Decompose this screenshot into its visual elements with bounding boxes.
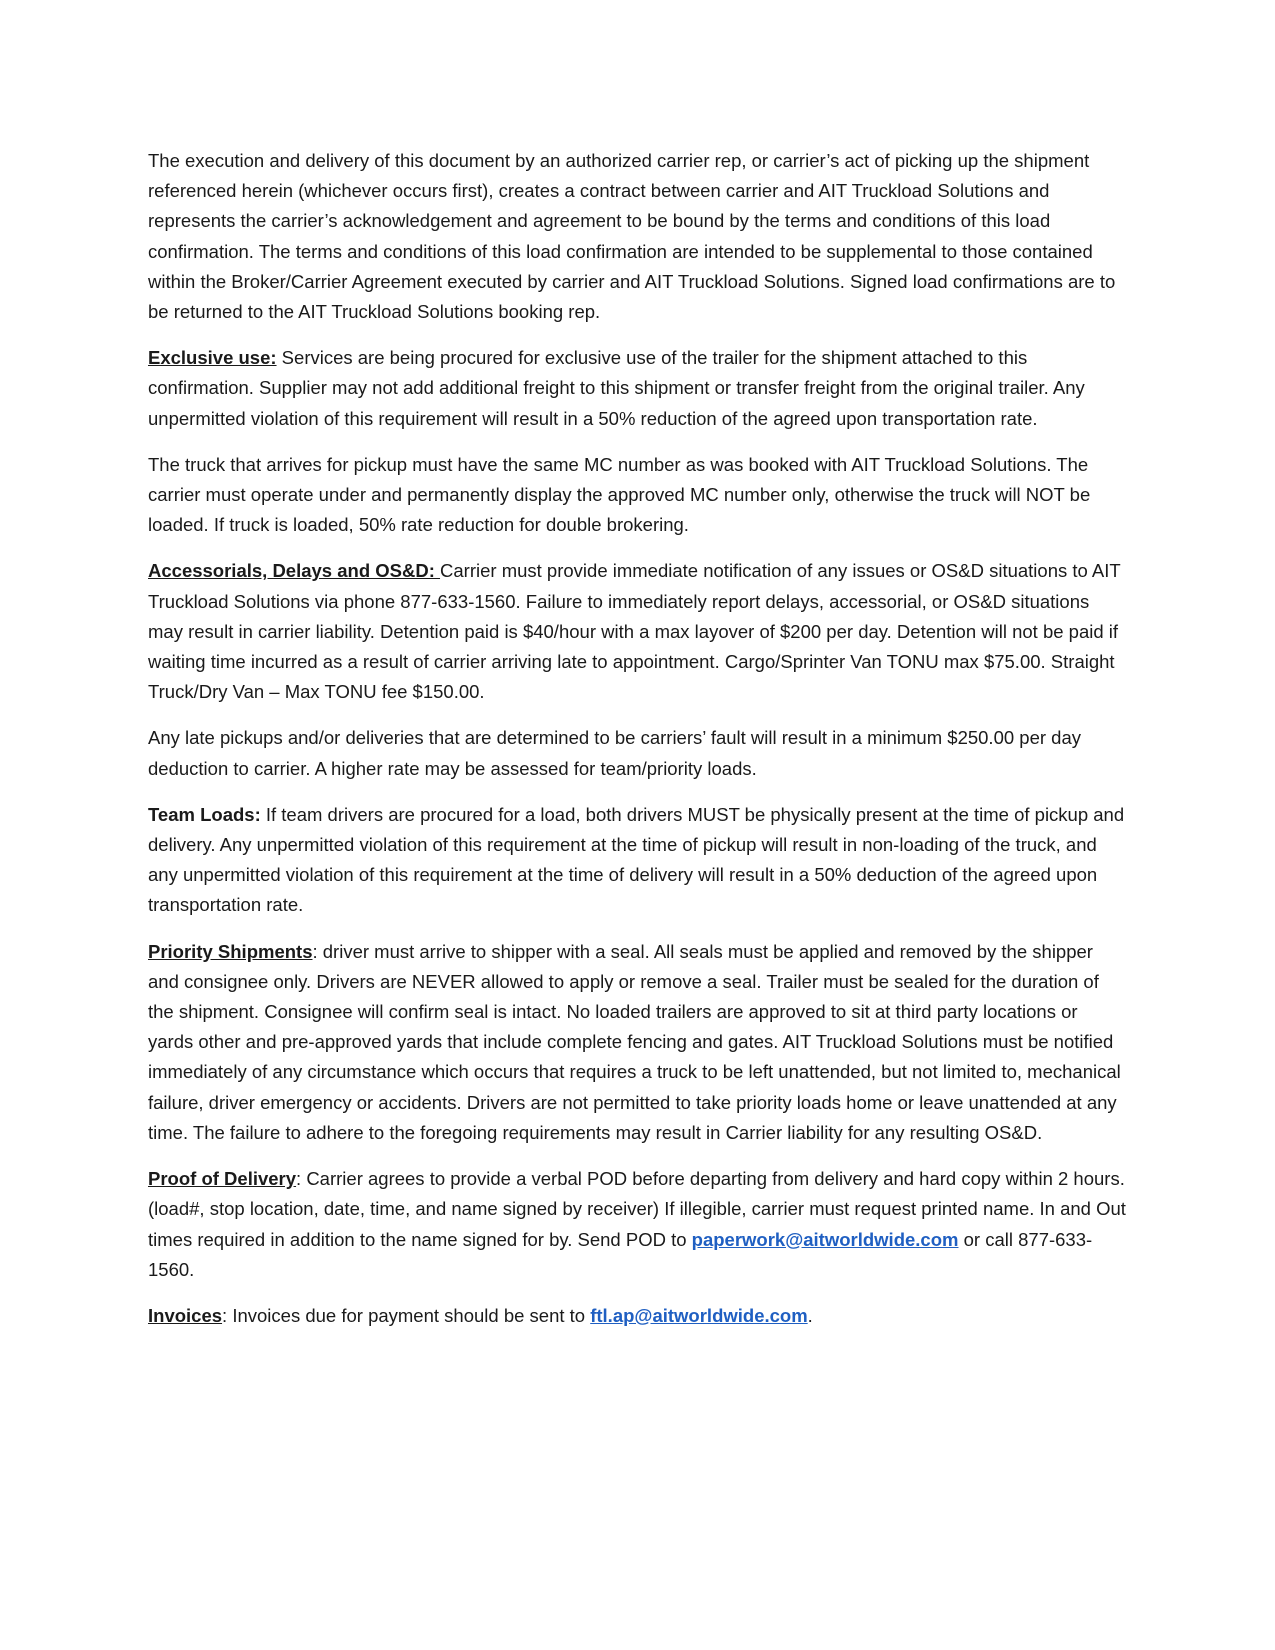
late-pickups-text: Any late pickups and/or deliveries that are determined to be carriers’ fault will result in a minimum $250.00 per day deduction to carrier. A higher rate may be assessed for team/priority loads.: [148, 727, 1081, 779]
proof-of-delivery-text: : Carrier agrees to provide a verbal POD before departing from delivery and hard copy within 2 hours. (load#, stop location, date, time, and name signed by receiver) If illegible, carrier must request printed name. In and Out times required in addition to the name signed for by. Send POD to: [148, 1168, 1126, 1250]
invoices-text: : Invoices due for payment should be sent to: [222, 1304, 591, 1326]
paperwork-email-link[interactable]: paperwork@aitworldwide.com: [691, 1228, 959, 1250]
mc-number-text: The truck that arrives for pickup must have the same MC number as was booked with AIT Truckload Solutions. The carrier must operate under and permanently display the approved MC number only, otherwise the truck will NOT be loaded. If truck is loaded, 50% rate reduction for double brokering.: [148, 453, 1091, 536]
team-loads-text: If team drivers are procured for a load, both drivers MUST be physically present at the time of pickup and delivery. Any unpermitted violation of this requirement at the time of pickup will result in non-loading of the truck, and any unpermitted violation of this requirement at the time of delivery will result in a 50% deduction of the agreed upon transportation rate.: [148, 803, 1125, 916]
proof-of-delivery-tail: or call 877-633-1560.: [148, 1228, 1093, 1280]
proof-of-delivery-paragraph: [148, 1164, 1126, 1285]
priority-shipments-heading: Priority Shipments: [148, 940, 313, 962]
accessorials-paragraph: [148, 556, 1126, 707]
invoices-paragraph: [148, 1301, 1126, 1331]
team-loads-paragraph: [148, 800, 1126, 921]
priority-shipments-paragraph: [148, 937, 1126, 1148]
team-loads-heading: Team Loads:: [148, 803, 261, 825]
priority-shipments-text: : driver must arrive to shipper with a seal. All seals must be applied and removed by the shipper and consignee only. Drivers are NEVER allowed to apply or remove a seal. Trailer must be sealed for the duration of the shipment. Consignee will confirm seal is intact. No loaded trailers are approved to sit at third party locations or yards other and pre-approved yards that include complete fencing and gates. AIT Truckload Solutions must be notified immediately of any circumstance which occurs that requires a truck to be left unattended, but not limited to, mechanical failure, driver emergency or accidents. Drivers are not permitted to take priority loads home or leave unattended at any time. The failure to adhere to the foregoing requirements may result in Carrier liability for any resulting OS&D.: [148, 940, 1121, 1143]
exclusive-use-paragraph: [148, 343, 1126, 434]
exclusive-use-heading: Exclusive use:: [148, 347, 277, 369]
intro-text: The execution and delivery of this document by an authorized carrier rep, or carrier’s act of picking up the shipment referenced herein (whichever occurs first), creates a contract between carrier and AIT Truckload Solutions and represents the carrier’s acknowledgement and agreement to be bound by the terms and conditions of this load confirmation. The terms and conditions of this load confirmation are intended to be supplemental to those contained within the Broker/Carrier Agreement executed by carrier and AIT Truckload Solutions. Signed load confirmations are to be returned to the AIT Truckload Solutions booking rep.: [148, 150, 1116, 323]
intro-paragraph: [148, 146, 1126, 327]
proof-of-delivery-heading: Proof of Delivery: [148, 1168, 297, 1190]
late-pickups-paragraph: [148, 723, 1126, 783]
accessorials-heading: Accessorials, Delays and OS&D:: [148, 560, 441, 582]
invoices-tail: .: [807, 1304, 813, 1326]
invoices-heading: Invoices: [148, 1304, 223, 1326]
mc-number-paragraph: [148, 450, 1126, 541]
invoices-email-link[interactable]: ftl.ap@aitworldwide.com: [590, 1304, 808, 1326]
accessorials-text: Carrier must provide immediate notification of any issues or OS&D situations to AIT Truckload Solutions via phone 877-633-1560. Failure to immediately report delays, accessorial, or OS&D situations may result in carrier liability. Detention paid is $40/hour with a max layover of $200 per day. Detention will not be paid if waiting time incurred as a result of carrier arriving late to appointment. Cargo/Sprinter Van TONU max $75.00. Straight Truck/Dry Van – Max TONU fee $150.00.: [148, 560, 1121, 703]
document-body: [148, 146, 1126, 1347]
exclusive-use-text: Services are being procured for exclusive use of the trailer for the shipment attached to this confirmation. Supplier may not add additional freight to this shipment or transfer freight from the original trailer. Any unpermitted violation of this requirement will result in a 50% reduction of the agreed upon transportation rate.: [148, 347, 1085, 429]
